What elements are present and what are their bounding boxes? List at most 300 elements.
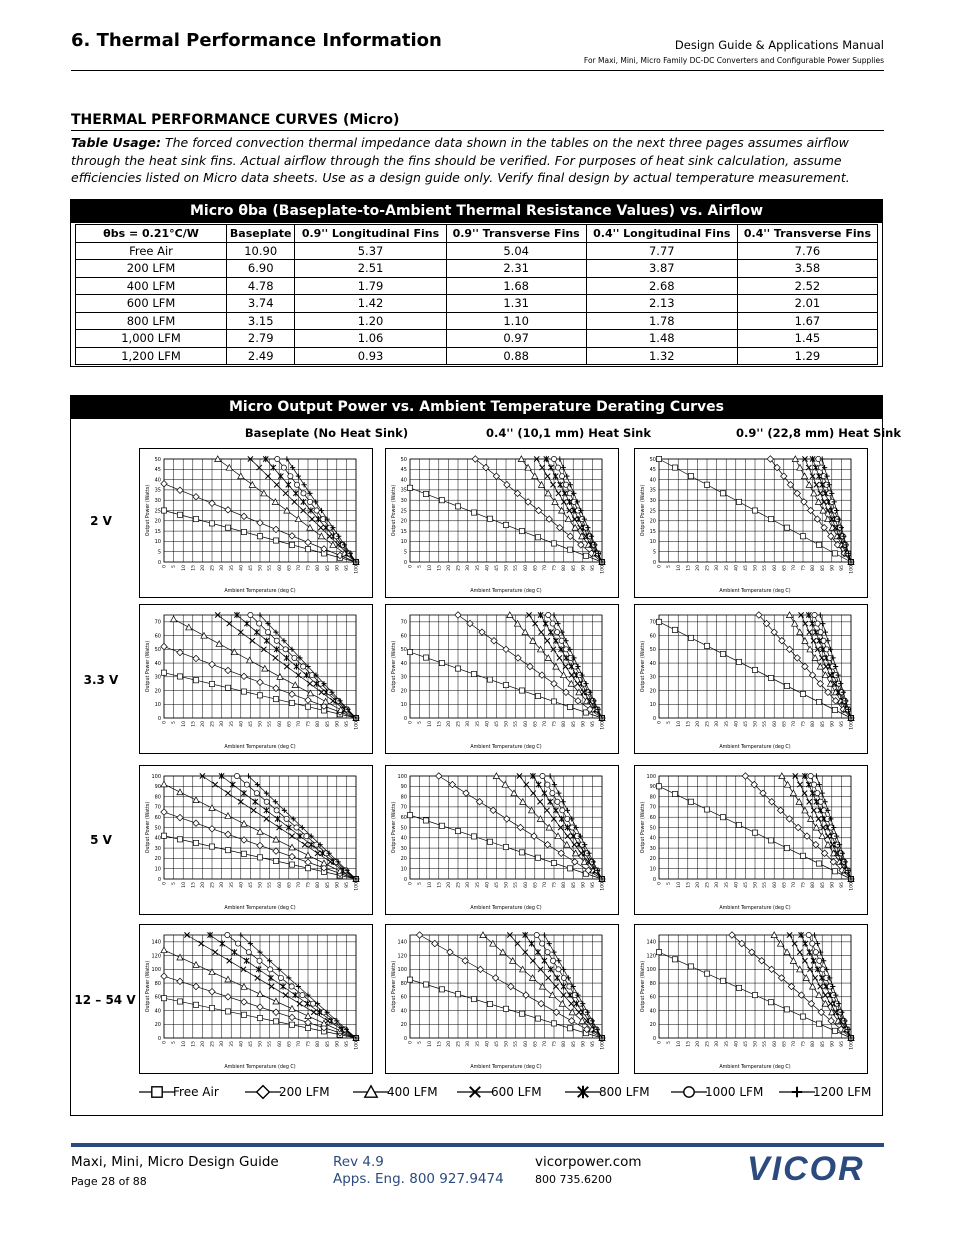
section-title: THERMAL PERFORMANCE CURVES (Micro) [71, 112, 400, 128]
data-point-marker [177, 487, 183, 493]
data-point-marker [810, 983, 816, 989]
x-tick-label: 100 [354, 1041, 360, 1050]
data-point-marker [768, 838, 773, 843]
table-cell: 1.32 [586, 347, 737, 365]
x-tick-label: 65 [287, 882, 293, 888]
data-point-marker [311, 1001, 316, 1006]
data-point-marker [752, 830, 757, 835]
x-tick-label: 20 [696, 1041, 701, 1047]
data-point-marker [479, 629, 485, 635]
data-point-marker [248, 612, 253, 617]
y-tick-label: 50 [649, 825, 656, 832]
data-point-marker [161, 670, 166, 675]
table-cell: 2.68 [586, 277, 737, 295]
x-tick-label: 80 [316, 882, 322, 888]
x-tick-label: 50 [753, 1041, 759, 1047]
data-point-marker [300, 992, 305, 997]
data-point-marker [455, 666, 460, 671]
x-tick-label: 95 [591, 565, 596, 571]
x-tick-label: 30 [715, 565, 721, 571]
x-tick-label: 30 [466, 721, 472, 727]
x-tick-label: 30 [220, 1041, 226, 1047]
y-tick-label: 40 [649, 1008, 656, 1015]
x-tick-label: 85 [820, 1041, 826, 1047]
x-tick-label: 0 [657, 565, 663, 568]
y-axis-label: Output Power (Watts) [392, 801, 397, 854]
derating-chart-svg [140, 605, 372, 753]
y-tick-label: 20 [154, 688, 161, 695]
x-tick-label: 95 [345, 882, 350, 888]
data-point-marker [161, 996, 166, 1001]
data-point-marker [471, 510, 476, 515]
table-cell: 10.90 [227, 242, 295, 260]
data-point-marker [548, 464, 553, 470]
data-point-marker [556, 491, 561, 496]
data-point-marker [523, 992, 529, 998]
data-point-marker [257, 1004, 263, 1010]
data-point-marker [289, 984, 294, 989]
data-point-marker [828, 533, 834, 539]
y-tick-label: 40 [400, 1008, 407, 1015]
x-tick-label: 70 [297, 565, 302, 571]
y-tick-label: 20 [649, 856, 656, 863]
data-point-marker [209, 805, 215, 811]
table-cell: 2.13 [586, 295, 737, 313]
x-tick-label: 5 [172, 721, 178, 724]
x-tick-label: 15 [437, 1041, 443, 1047]
vicor-logo-icon [747, 1151, 887, 1185]
data-point-marker [407, 485, 412, 490]
data-point-marker [423, 982, 428, 987]
data-point-marker [550, 958, 555, 963]
derating-chart [385, 448, 619, 598]
data-point-marker [471, 996, 476, 1001]
data-point-marker [274, 482, 279, 487]
table-row [76, 242, 878, 260]
y-tick-label: 80 [400, 980, 407, 987]
data-point-marker [825, 638, 830, 643]
data-point-marker [814, 773, 819, 778]
data-point-marker [811, 782, 816, 787]
data-point-marker [301, 499, 306, 505]
table-cell: 4.78 [227, 277, 295, 295]
y-tick-label: 15 [400, 528, 407, 535]
data-point-marker [517, 824, 523, 830]
y-tick-label: 20 [400, 688, 407, 695]
x-tick-label: 35 [229, 721, 235, 727]
data-point-marker [268, 967, 273, 972]
row-label-2v: 2 V [90, 514, 112, 528]
x-tick-label: 5 [418, 721, 424, 724]
data-point-marker [449, 781, 455, 787]
x-tick-label: 35 [724, 565, 730, 571]
table-cell: 1.45 [737, 330, 877, 348]
y-tick-label: 60 [154, 633, 161, 640]
data-point-marker [275, 456, 280, 461]
legend-swatch-icon [243, 1084, 283, 1100]
x-tick-label: 25 [210, 565, 216, 571]
footer-website[interactable]: vicorpower.com [535, 1154, 642, 1170]
data-point-marker [209, 681, 214, 686]
data-point-marker [811, 638, 816, 643]
data-point-marker [688, 964, 693, 969]
data-point-marker [281, 465, 286, 470]
data-point-marker [704, 807, 709, 812]
data-point-marker [177, 837, 182, 842]
data-point-marker [209, 988, 215, 994]
data-point-marker [273, 697, 278, 702]
data-point-marker [209, 826, 215, 832]
table-cell: 2.31 [446, 260, 586, 278]
x-tick-label: 85 [571, 1041, 577, 1047]
x-tick-label: 55 [268, 721, 274, 727]
table-cell: 2.49 [227, 347, 295, 365]
x-tick-label: 45 [744, 1041, 749, 1047]
data-point-marker [293, 490, 298, 496]
data-point-marker [503, 1006, 508, 1011]
data-point-marker [787, 482, 793, 488]
x-tick-label: 70 [792, 721, 797, 727]
x-tick-label: 30 [220, 565, 226, 571]
data-point-marker [280, 983, 285, 989]
y-tick-label: 100 [646, 773, 656, 780]
x-tick-label: 55 [514, 565, 520, 571]
data-point-marker [264, 638, 269, 644]
y-tick-label: 120 [151, 953, 161, 960]
x-tick-label: 95 [840, 721, 845, 727]
x-tick-label: 55 [763, 721, 769, 727]
x-tick-label: 100 [600, 882, 606, 891]
x-tick-label: 90 [581, 721, 587, 727]
footer-apps-eng: Apps. Eng. 800 927.9474 [333, 1171, 504, 1187]
y-tick-label: 15 [649, 528, 656, 535]
x-tick-label: 30 [715, 721, 721, 727]
data-point-marker [305, 866, 310, 871]
table-cell: 3.58 [737, 260, 877, 278]
data-point-marker [531, 833, 537, 839]
x-tick-label: 100 [600, 1041, 606, 1050]
legend [65, 1082, 875, 1104]
y-tick-label: 70 [400, 619, 407, 626]
data-point-marker [819, 655, 824, 660]
data-point-marker [550, 621, 555, 626]
data-point-marker [519, 688, 524, 693]
y-tick-label: 40 [154, 835, 161, 842]
x-tick-label: 15 [191, 721, 197, 727]
x-tick-label: 10 [676, 721, 682, 727]
x-tick-label: 95 [840, 565, 845, 571]
data-point-marker [832, 1028, 837, 1033]
legend-marker-shape [684, 1087, 694, 1097]
data-point-marker [816, 1021, 821, 1026]
legend-swatch-icon [777, 1084, 817, 1100]
x-tick-label: 15 [191, 882, 197, 888]
table-cell: 1.79 [295, 277, 446, 295]
x-tick-label: 20 [201, 565, 206, 571]
x-tick-label: 50 [753, 565, 759, 571]
x-tick-label: 75 [801, 882, 807, 888]
x-tick-label: 80 [562, 882, 568, 888]
x-tick-label: 70 [792, 1041, 797, 1047]
data-point-marker [264, 807, 269, 813]
data-point-marker [567, 992, 572, 998]
usage-text: The forced convection thermal impedance data shown in the tables on the next three pages assumes airflow through the heat sink fins. Actual airflow through the fins should be verified. For purposes of heat sink calculation, assume efficiencies listed on Micro data sheets. Use as a design guide only. Verify final design by actual temperature measurement. [71, 135, 850, 185]
data-point-marker [550, 791, 555, 796]
data-point-marker [225, 831, 231, 837]
y-tick-label: 30 [154, 674, 161, 681]
data-point-marker [278, 975, 283, 980]
usage-paragraph [71, 134, 884, 187]
data-point-marker [818, 630, 823, 635]
x-tick-label: 90 [581, 1041, 587, 1047]
data-point-marker [550, 482, 555, 487]
data-point-marker [436, 773, 442, 779]
data-point-marker [330, 542, 336, 548]
row-label-5v: 5 V [90, 833, 112, 847]
x-tick-label: 85 [325, 1041, 331, 1047]
y-tick-label: 45 [154, 467, 161, 474]
y-tick-label: 120 [397, 953, 407, 960]
x-tick-label: 0 [162, 1041, 168, 1044]
data-point-marker [471, 834, 476, 839]
data-point-marker [565, 808, 570, 813]
data-point-marker [815, 499, 821, 505]
y-tick-label: 60 [649, 994, 656, 1001]
data-point-marker [815, 791, 820, 796]
data-point-marker [688, 635, 693, 640]
x-tick-label: 85 [571, 721, 577, 727]
x-tick-label: 40 [239, 565, 245, 571]
y-tick-label: 120 [646, 953, 656, 960]
data-point-marker [784, 1007, 789, 1012]
y-tick-label: 70 [649, 804, 656, 811]
x-tick-label: 40 [485, 882, 491, 888]
x-tick-label: 50 [258, 721, 264, 727]
legend-marker [257, 1086, 270, 1099]
legend-marker-shape [257, 1086, 270, 1099]
x-tick-label: 60 [772, 721, 778, 727]
table-cell: 3.15 [227, 312, 295, 330]
y-tick-label: 50 [400, 825, 407, 832]
data-point-marker [209, 844, 214, 849]
data-point-marker [296, 474, 301, 479]
data-point-marker [423, 818, 428, 823]
x-tick-label: 60 [523, 882, 529, 888]
y-tick-label: 0 [652, 559, 656, 566]
data-point-marker [535, 1016, 540, 1021]
y-tick-label: 60 [649, 633, 656, 640]
x-tick-label: 55 [763, 1041, 769, 1047]
data-point-marker [289, 1006, 295, 1012]
x-tick-label: 20 [201, 1041, 206, 1047]
data-point-marker [784, 525, 789, 530]
data-point-marker [551, 612, 556, 617]
y-tick-label: 40 [649, 835, 656, 842]
data-point-marker [784, 683, 789, 688]
data-point-marker [193, 983, 199, 989]
y-tick-label: 70 [400, 804, 407, 811]
data-point-marker [537, 799, 542, 804]
x-tick-label: 25 [705, 721, 711, 727]
data-point-marker [273, 848, 279, 854]
data-point-marker [572, 842, 577, 847]
data-point-marker [688, 799, 693, 804]
x-tick-label: 20 [447, 1041, 452, 1047]
data-point-marker [257, 991, 263, 997]
derating-chart [139, 765, 373, 915]
derating-chart [385, 924, 619, 1074]
data-point-marker [209, 521, 214, 526]
x-axis-label: Ambient Temperature (deg C) [224, 1065, 296, 1070]
data-point-marker [225, 507, 231, 513]
table-cell: 0.93 [295, 347, 446, 365]
table-row-label: 600 LFM [76, 295, 227, 313]
x-tick-label: 65 [287, 721, 293, 727]
y-tick-label: 40 [154, 1008, 161, 1015]
data-point-marker [225, 685, 230, 690]
legend-label: 800 LFM [599, 1085, 650, 1099]
data-point-marker [289, 853, 295, 859]
data-point-marker [811, 490, 817, 496]
data-point-marker [261, 490, 267, 496]
data-point-marker [238, 473, 244, 479]
data-point-marker [813, 629, 818, 635]
data-point-marker [542, 790, 547, 796]
legend-swatch-icon [137, 1084, 177, 1100]
x-tick-label: 50 [258, 565, 264, 571]
data-point-marker [819, 833, 825, 839]
data-point-marker [186, 624, 192, 630]
data-point-marker [161, 781, 167, 787]
data-point-marker [817, 663, 823, 669]
data-point-marker [548, 799, 553, 805]
data-point-marker [161, 508, 166, 513]
data-point-marker [241, 529, 246, 534]
y-tick-label: 30 [400, 674, 407, 681]
y-axis-label: Output Power (Watts) [392, 960, 397, 1013]
page-title: 6. Thermal Performance Information [71, 30, 442, 51]
x-tick-label: 55 [763, 565, 769, 571]
data-point-marker [225, 848, 230, 853]
data-point-marker [768, 675, 773, 680]
x-tick-label: 60 [277, 1041, 283, 1047]
data-point-marker [540, 773, 545, 778]
data-point-marker [193, 962, 199, 968]
y-tick-label: 50 [400, 647, 407, 654]
data-point-marker [209, 1006, 214, 1011]
data-point-marker [265, 630, 270, 635]
x-tick-label: 45 [249, 721, 254, 727]
data-point-marker [241, 689, 246, 694]
data-point-marker [567, 547, 572, 552]
y-tick-label: 30 [154, 845, 161, 852]
data-point-marker [271, 464, 276, 470]
table-cell: 7.77 [586, 242, 737, 260]
x-tick-label: 65 [782, 565, 788, 571]
data-point-marker [807, 799, 812, 804]
data-point-marker [225, 525, 230, 530]
x-tick-label: 20 [201, 882, 206, 888]
table-cell: 3.74 [227, 295, 295, 313]
data-point-marker [551, 860, 556, 865]
data-point-marker [193, 840, 198, 845]
data-point-marker [545, 474, 550, 479]
data-point-marker [778, 940, 784, 946]
data-point-marker [284, 816, 289, 821]
x-tick-label: 90 [335, 882, 341, 888]
x-tick-label: 35 [475, 565, 481, 571]
x-tick-label: 5 [172, 882, 178, 885]
data-point-marker [193, 678, 198, 683]
data-point-marker [232, 949, 237, 955]
data-point-marker [816, 992, 822, 998]
data-point-marker [264, 799, 269, 804]
x-tick-label: 5 [667, 721, 673, 724]
data-point-marker [314, 508, 319, 513]
derating-chart [634, 924, 868, 1074]
data-point-marker [508, 983, 514, 989]
x-tick-label: 75 [306, 1041, 312, 1047]
data-point-marker [792, 620, 798, 626]
x-tick-label: 10 [181, 565, 187, 571]
x-tick-label: 40 [239, 882, 245, 888]
x-tick-label: 20 [447, 565, 452, 571]
data-point-marker [273, 836, 279, 842]
data-point-marker [273, 538, 278, 543]
footer-rule [71, 1143, 884, 1147]
y-tick-label: 35 [154, 487, 161, 494]
data-point-marker [423, 491, 428, 496]
table-body [76, 242, 878, 365]
derating-chart-svg [140, 925, 372, 1073]
data-point-marker [567, 866, 572, 871]
y-tick-label: 10 [154, 702, 161, 709]
x-tick-label: 10 [181, 882, 187, 888]
y-axis-label: Output Power (Watts) [392, 640, 397, 693]
data-point-marker [407, 813, 412, 818]
data-point-marker [289, 844, 295, 850]
legend-label: 600 LFM [491, 1085, 542, 1099]
data-point-marker [455, 504, 460, 509]
data-point-marker [784, 949, 790, 955]
data-point-marker [305, 852, 311, 858]
x-tick-label: 75 [801, 565, 807, 571]
data-point-marker [704, 643, 709, 648]
x-tick-label: 90 [581, 882, 587, 888]
data-point-marker [209, 661, 215, 667]
data-point-marker [548, 629, 553, 635]
data-point-marker [542, 958, 547, 964]
column-header-09-heat-sink: 0.9'' (22,8 mm) Heat Sink [735, 426, 902, 440]
x-tick-label: 75 [306, 565, 312, 571]
table-cell: 6.90 [227, 260, 295, 278]
x-axis-label: Ambient Temperature (deg C) [719, 589, 791, 594]
data-point-marker [255, 975, 260, 980]
data-point-marker [812, 612, 817, 617]
y-axis-label: Output Power (Watts) [641, 484, 646, 537]
x-tick-label: 40 [734, 1041, 740, 1047]
x-tick-label: 15 [686, 882, 692, 888]
x-tick-label: 90 [830, 882, 836, 888]
data-point-marker [305, 539, 311, 545]
y-tick-label: 90 [154, 784, 161, 791]
data-point-marker [321, 860, 327, 866]
header-rule [71, 70, 884, 71]
y-tick-label: 100 [397, 773, 407, 780]
x-tick-label: 60 [277, 565, 283, 571]
vicor-logo [747, 1151, 887, 1189]
y-tick-label: 140 [151, 939, 161, 946]
